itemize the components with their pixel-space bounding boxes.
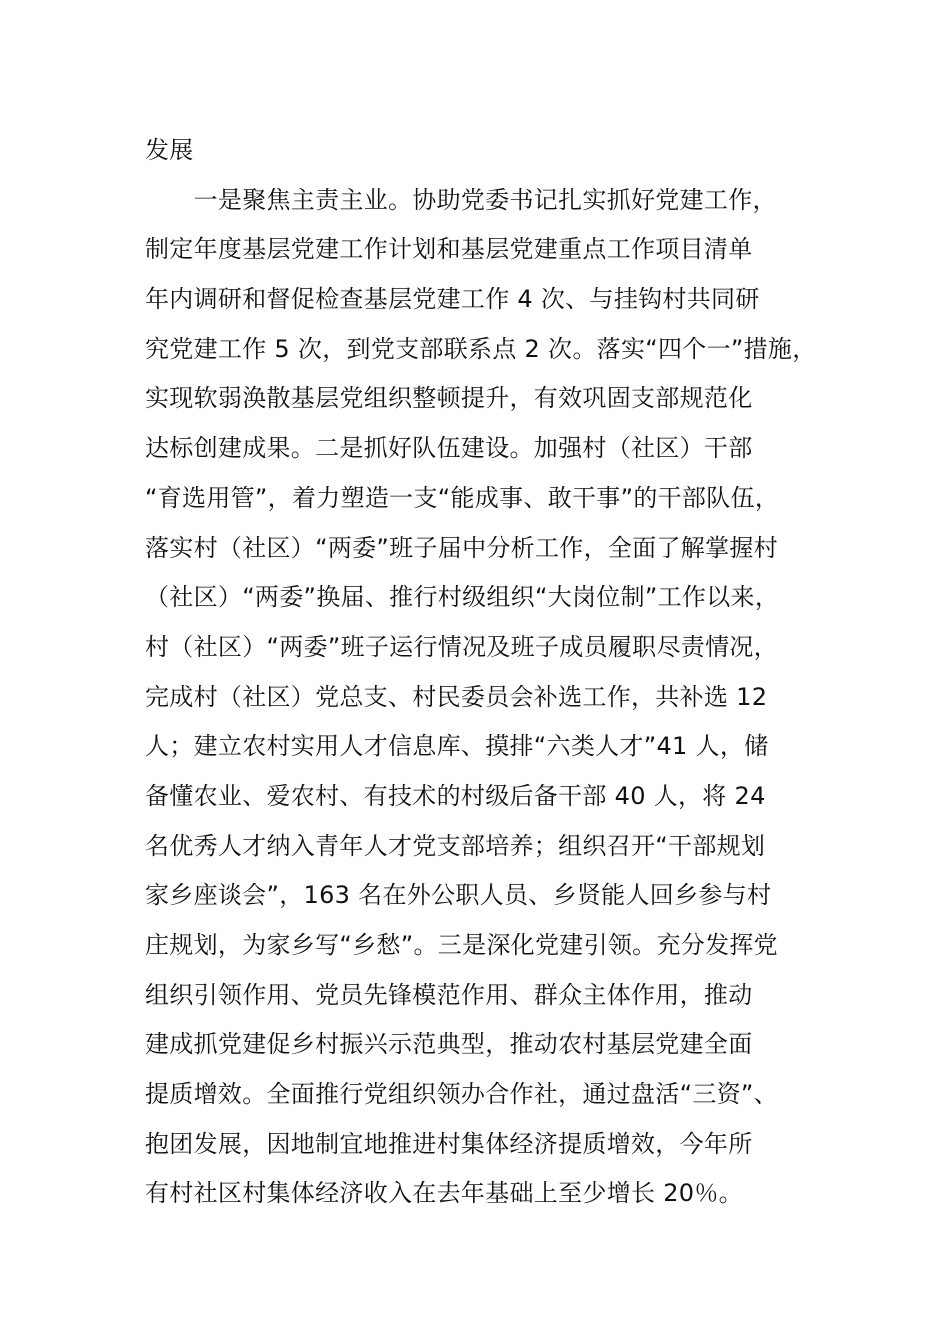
- text-line: 究党建工作 5 次，到党支部联系点 2 次。落实“四个一”措施，: [145, 334, 817, 363]
- text-line: 抱团发展，因地制宜地推进村集体经济提质增效，今年所: [145, 1129, 753, 1158]
- text-line: 落实村（社区）“两委”班子届中分析工作，全面了解掌握村: [145, 533, 778, 562]
- text-line: 名优秀人才纳入青年人才党支部培养；组织召开“干部规划: [145, 831, 766, 860]
- text-line: 年内调研和督促检查基层党建工作 4 次、与挂钩村共同研: [145, 285, 760, 314]
- body-text: [145, 126, 835, 1219]
- text-line: 发展: [145, 136, 194, 164]
- text-line: 建成抓党建促乡村振兴示范典型，推动农村基层党建全面: [145, 1030, 753, 1059]
- text-line: 组织引领作用、党员先锋模范作用、群众主体作用，推动: [145, 980, 753, 1009]
- text-line: 达标创建成果。二是抓好队伍建设。加强村（社区）干部: [145, 434, 753, 463]
- text-line: 有村社区村集体经济收入在去年基础上至少增长 20％。: [145, 1179, 743, 1208]
- text-line: 一是聚焦主责主业。协助党委书记扎实抓好党建工作，: [145, 185, 777, 214]
- text-line: 制定年度基层党建工作计划和基层党建重点工作项目清单: [145, 235, 753, 264]
- text-line: 家乡座谈会”，163 名在外公职人员、乡贤能人回乡参与村: [145, 881, 772, 910]
- text-line: 完成村（社区）党总支、村民委员会补选工作，共补选 12: [145, 682, 768, 711]
- text-line: 备懂农业、爱农村、有技术的村级后备干部 40 人，将 24: [145, 781, 766, 810]
- text-line: （社区）“两委”换届、推行村级组织“大岗位制”工作以来，: [145, 583, 780, 612]
- text-line: 提质增效。全面推行党组织领办合作社，通过盘活“三资”、: [145, 1080, 778, 1109]
- text-line: 村（社区）“两委”班子运行情况及班子成员履职尽责情况，: [145, 632, 778, 661]
- text-line: 实现软弱涣散基层党组织整顿提升，有效巩固支部规范化: [145, 384, 753, 413]
- text-line: 庄规划，为家乡写“乡愁”。三是深化党建引领。充分发挥党: [145, 931, 778, 959]
- text-line: “育选用管”，着力塑造一支“能成事、敢干事”的干部队伍，: [145, 483, 780, 512]
- text-line: 人；建立农村实用人才信息库、摸排“六类人才”41 人，储: [145, 732, 769, 761]
